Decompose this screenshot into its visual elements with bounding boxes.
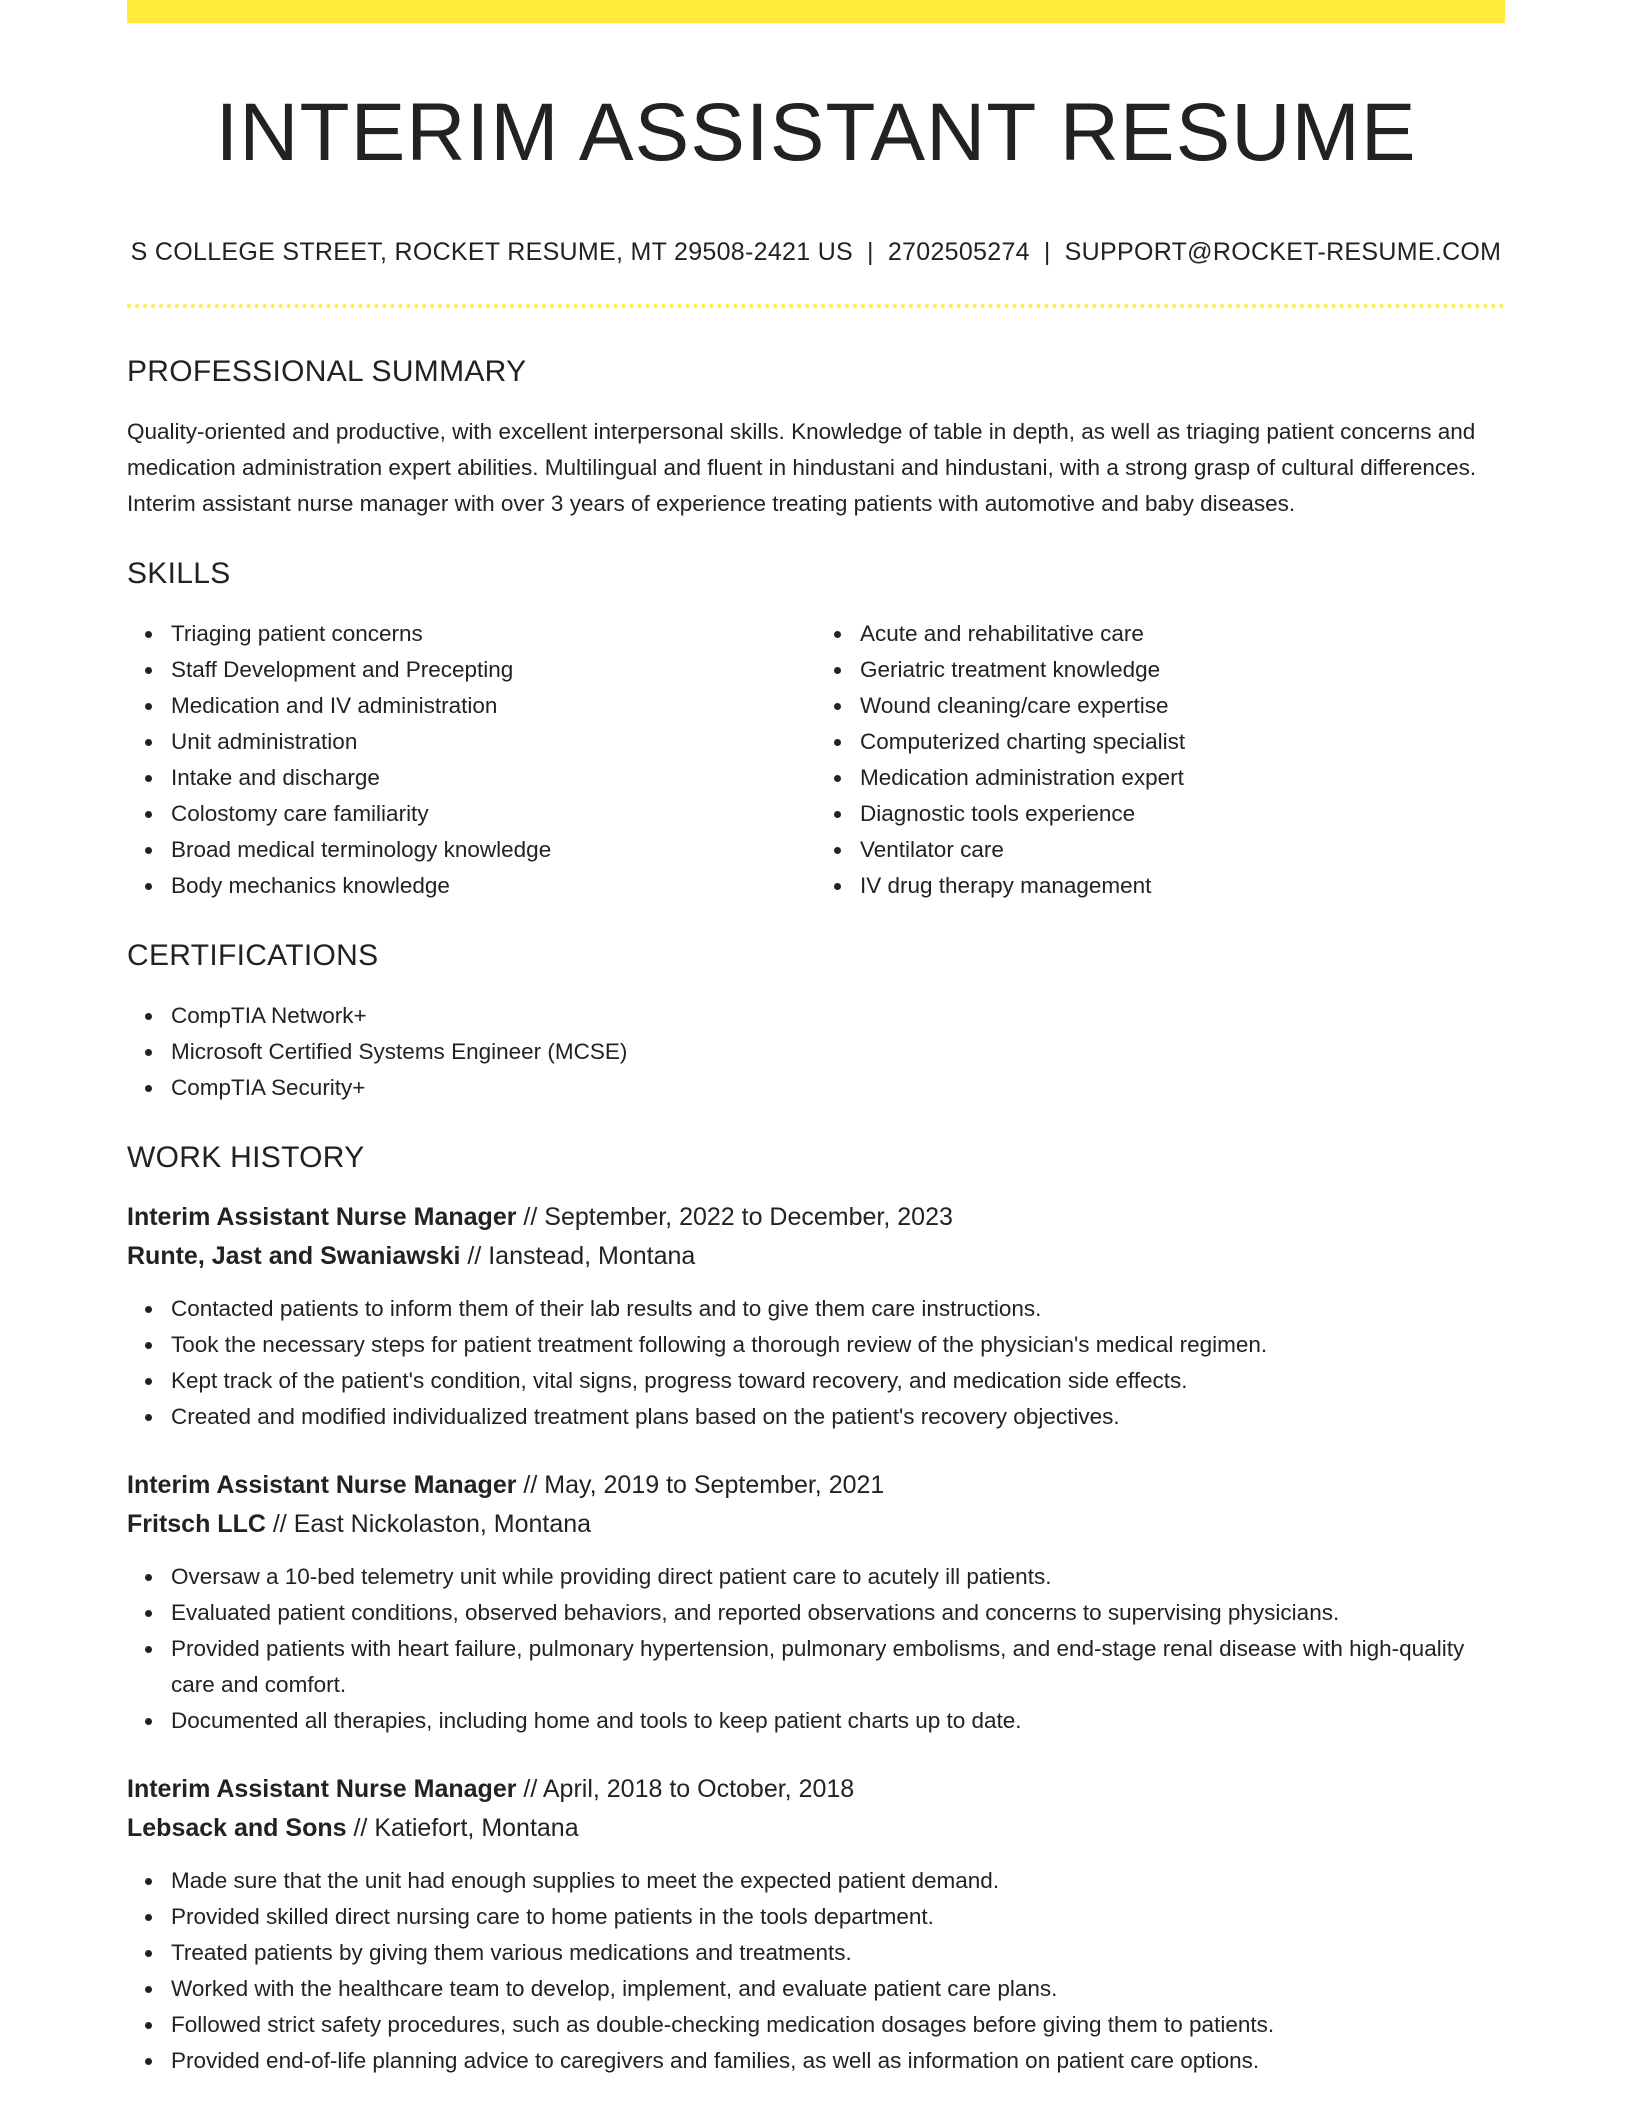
skill-item: Intake and discharge — [171, 760, 816, 796]
job-bullet: Provided patients with heart failure, pulmonary hypertension, pulmonary embolisms, and end-stage renal disease with high-quality care and comfort. — [171, 1631, 1505, 1703]
certification-item: Microsoft Certified Systems Engineer (MCSE) — [171, 1034, 1505, 1070]
summary-text: Quality-oriented and productive, with excellent interpersonal skills. Knowledge of table in depth, as well as triaging patient concerns and medication administration expert abilities. Multilingual and fluent in hindustani and hindustani, with a strong grasp of cultural differences. Interim assistant nurse manager with over 3 years of experience treating patients with automotive and baby diseases. — [127, 419, 1477, 516]
job-company-line — [127, 1809, 1505, 1848]
skill-item: Diagnostic tools experience — [860, 796, 1505, 832]
skill-item: Triaging patient concerns — [171, 616, 816, 652]
job-company-line — [127, 1505, 1505, 1544]
job-bullet-list — [127, 1559, 1505, 1739]
job-separator: // — [346, 1814, 375, 1842]
job-bullet: Worked with the healthcare team to develop, implement, and evaluate patient care plans. — [171, 1971, 1505, 2007]
job-entry — [127, 1770, 1505, 2079]
job-company: Lebsack and Sons — [127, 1814, 347, 1842]
work-history-heading: WORK HISTORY — [127, 1141, 365, 1174]
job-bullet: Followed strict safety procedures, such as double-checking medication dosages before giving them to patients. — [171, 2007, 1505, 2043]
skill-item: Ventilator care — [860, 832, 1505, 868]
skills-columns — [127, 616, 1505, 904]
job-separator: // — [265, 1510, 294, 1538]
contact-phone: 2702505274 — [887, 238, 1030, 266]
skill-item: Geriatric treatment knowledge — [860, 652, 1505, 688]
job-bullet: Kept track of the patient's condition, vital signs, progress toward recovery, and medication side effects. — [171, 1363, 1505, 1399]
job-role: Interim Assistant Nurse Manager — [127, 1203, 517, 1231]
top-accent-bar — [127, 0, 1505, 23]
job-role-line — [127, 1198, 1505, 1237]
contact-email: SUPPORT@ROCKET-RESUME.COM — [1064, 238, 1502, 266]
job-entry — [127, 1466, 1505, 1739]
job-bullet: Oversaw a 10-bed telemetry unit while providing direct patient care to acutely ill patients. — [171, 1559, 1505, 1595]
summary-heading: PROFESSIONAL SUMMARY — [127, 355, 527, 388]
job-location: East Nickolaston, Montana — [293, 1510, 592, 1538]
certification-item: CompTIA Network+ — [171, 998, 1505, 1034]
job-role: Interim Assistant Nurse Manager — [127, 1775, 517, 1803]
job-role-line — [127, 1770, 1505, 1809]
skill-item: IV drug therapy management — [860, 868, 1505, 904]
skill-item: Body mechanics knowledge — [171, 868, 816, 904]
job-dates: April, 2018 to October, 2018 — [542, 1775, 855, 1803]
resume-page — [127, 0, 1505, 2079]
job-separator: // — [460, 1242, 489, 1270]
contact-address: S COLLEGE STREET, ROCKET RESUME, MT 29508-2421 US — [130, 238, 854, 266]
job-role: Interim Assistant Nurse Manager — [127, 1471, 517, 1499]
certifications-heading: CERTIFICATIONS — [127, 939, 379, 972]
job-entry — [127, 1198, 1505, 1435]
job-location: Katiefort, Montana — [374, 1814, 579, 1842]
skill-item: Staff Development and Precepting — [171, 652, 816, 688]
skills-list-left — [127, 616, 816, 904]
certification-item: CompTIA Security+ — [171, 1070, 1505, 1106]
job-bullet-list — [127, 1863, 1505, 2079]
job-separator: // — [516, 1471, 545, 1499]
job-company: Fritsch LLC — [127, 1510, 266, 1538]
job-bullet: Made sure that the unit had enough supplies to meet the expected patient demand. — [171, 1863, 1505, 1899]
job-role-line — [127, 1466, 1505, 1505]
skills-heading: SKILLS — [127, 557, 231, 590]
job-location: Ianstead, Montana — [488, 1242, 696, 1270]
skill-item: Acute and rehabilitative care — [860, 616, 1505, 652]
job-bullet: Contacted patients to inform them of their lab results and to give them care instructions. — [171, 1291, 1505, 1327]
job-bullet-list — [127, 1291, 1505, 1435]
job-separator: // — [516, 1203, 545, 1231]
job-bullet: Created and modified individualized treatment plans based on the patient's recovery objectives. — [171, 1399, 1505, 1435]
skill-item: Medication and IV administration — [171, 688, 816, 724]
job-dates: September, 2022 to December, 2023 — [544, 1203, 953, 1231]
skills-list-right — [816, 616, 1505, 904]
job-company: Runte, Jast and Swaniawski — [127, 1242, 461, 1270]
contact-line — [127, 236, 1505, 268]
certifications-list — [127, 998, 1505, 1106]
skill-item: Unit administration — [171, 724, 816, 760]
skill-item: Medication administration expert — [860, 760, 1505, 796]
job-separator: // — [516, 1775, 543, 1803]
contact-separator: | — [1043, 238, 1051, 266]
dotted-divider — [127, 304, 1505, 308]
contact-separator: | — [867, 238, 874, 266]
job-bullet: Provided end-of-life planning advice to caregivers and families, as well as information on patient care options. — [171, 2043, 1505, 2079]
skill-item: Wound cleaning/care expertise — [860, 688, 1505, 724]
job-bullet: Evaluated patient conditions, observed behaviors, and reported observations and concerns to supervising physicians. — [171, 1595, 1505, 1631]
resume-title: INTERIM ASSISTANT RESUME — [215, 87, 1417, 178]
job-bullet: Provided skilled direct nursing care to home patients in the tools department. — [171, 1899, 1505, 1935]
job-bullet: Documented all therapies, including home and tools to keep patient charts up to date. — [171, 1703, 1505, 1739]
job-company-line — [127, 1237, 1505, 1276]
skill-item: Computerized charting specialist — [860, 724, 1505, 760]
job-dates: May, 2019 to September, 2021 — [544, 1471, 885, 1499]
skill-item: Colostomy care familiarity — [171, 796, 816, 832]
job-bullet: Took the necessary steps for patient treatment following a thorough review of the physician's medical regimen. — [171, 1327, 1505, 1363]
skill-item: Broad medical terminology knowledge — [171, 832, 816, 868]
job-bullet: Treated patients by giving them various medications and treatments. — [171, 1935, 1505, 1971]
